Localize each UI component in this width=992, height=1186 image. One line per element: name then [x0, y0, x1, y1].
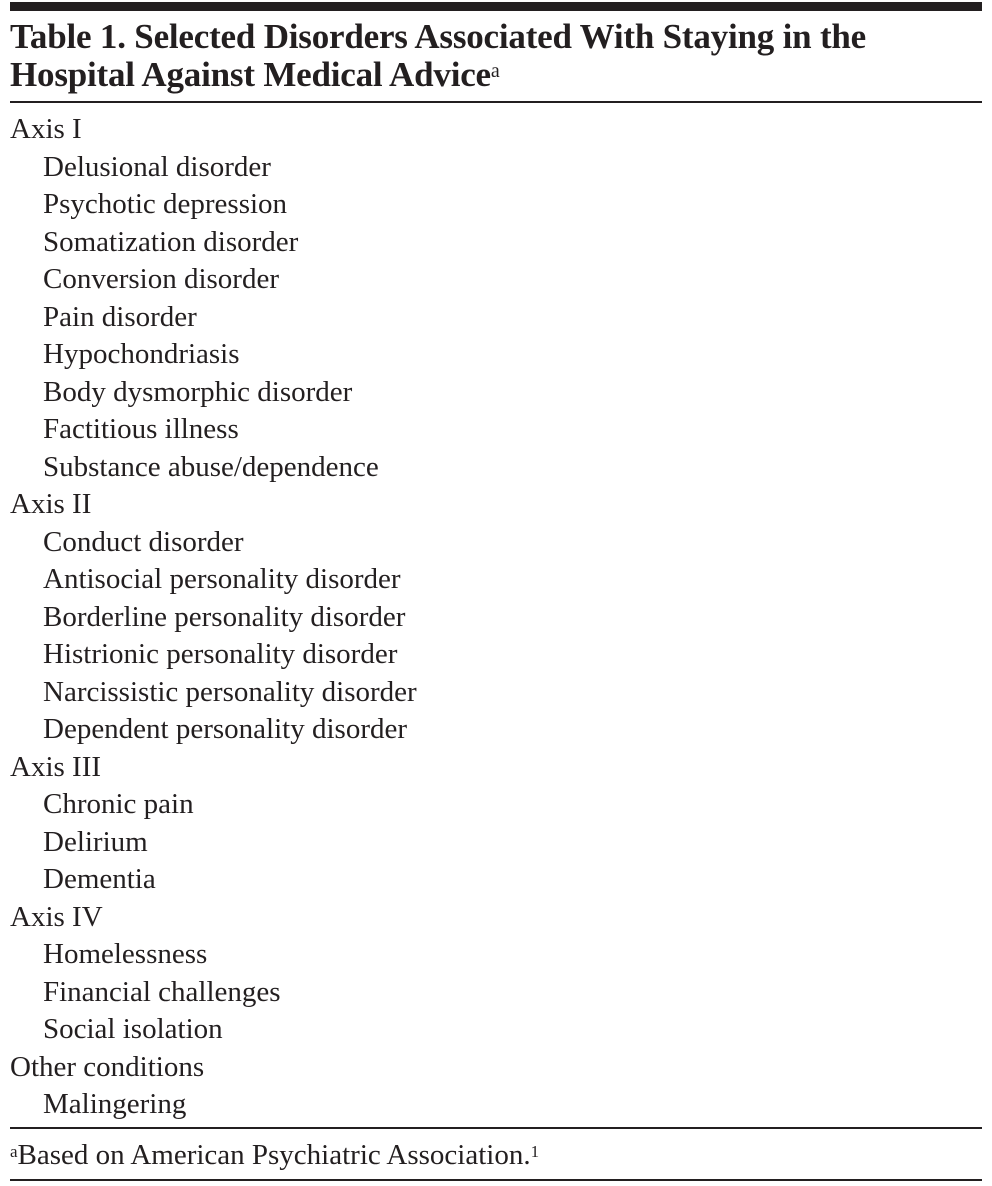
list-item: Antisocial personality disorder [43, 563, 401, 595]
group-heading: Axis II [10, 488, 92, 520]
list-item: Body dysmorphic disorder [43, 375, 353, 408]
list-item: Malingering [43, 1088, 187, 1120]
list-item: Delirium [43, 825, 148, 858]
list-item: Dependent personality disorder [43, 713, 408, 745]
list-item: Conduct disorder [43, 525, 244, 558]
list-item: Somatization disorder [43, 225, 299, 258]
footnote-marker: a [10, 1142, 18, 1161]
list-item: Factitious illness [43, 413, 239, 445]
list-item: Chronic pain [43, 788, 194, 820]
list-item: Homelessness [43, 938, 208, 970]
group-heading: Other conditions [10, 1050, 205, 1083]
group-heading: Axis I [10, 113, 82, 145]
list-item: Hypochondriasis [43, 338, 240, 370]
list-item: Conversion disorder [43, 263, 279, 295]
list-item: Psychotic depression [43, 188, 288, 220]
footnote-text: Based on American Psychiatric Association. [17, 1139, 531, 1171]
list-item: Pain disorder [43, 300, 197, 333]
list-item: Borderline personality disorder [43, 600, 406, 633]
bottom-rule [10, 1179, 982, 1181]
footer-rule [10, 1127, 982, 1129]
group-heading: Axis IV [10, 900, 103, 933]
list-item: Delusional disorder [43, 150, 271, 183]
header-rule [10, 101, 982, 103]
list-item: Substance abuse/dependence [43, 450, 379, 483]
list-item: Dementia [43, 863, 156, 895]
title-footnote-marker: a [490, 60, 500, 82]
list-item: Financial challenges [43, 975, 281, 1008]
table-footnote [10, 1137, 539, 1173]
list-item: Histrionic personality disorder [43, 638, 398, 670]
table-title-text: Table 1. Selected Disorders Associated With Staying in the Hospital Against Medical Advice [10, 17, 867, 94]
table-title [10, 18, 985, 94]
list-item: Narcissistic personality disorder [43, 675, 417, 708]
top-rule [10, 2, 982, 11]
list-item: Social isolation [43, 1013, 223, 1045]
group-heading: Axis III [10, 750, 102, 783]
disorder-list [10, 111, 417, 1124]
footnote-reference: 1 [530, 1142, 540, 1161]
